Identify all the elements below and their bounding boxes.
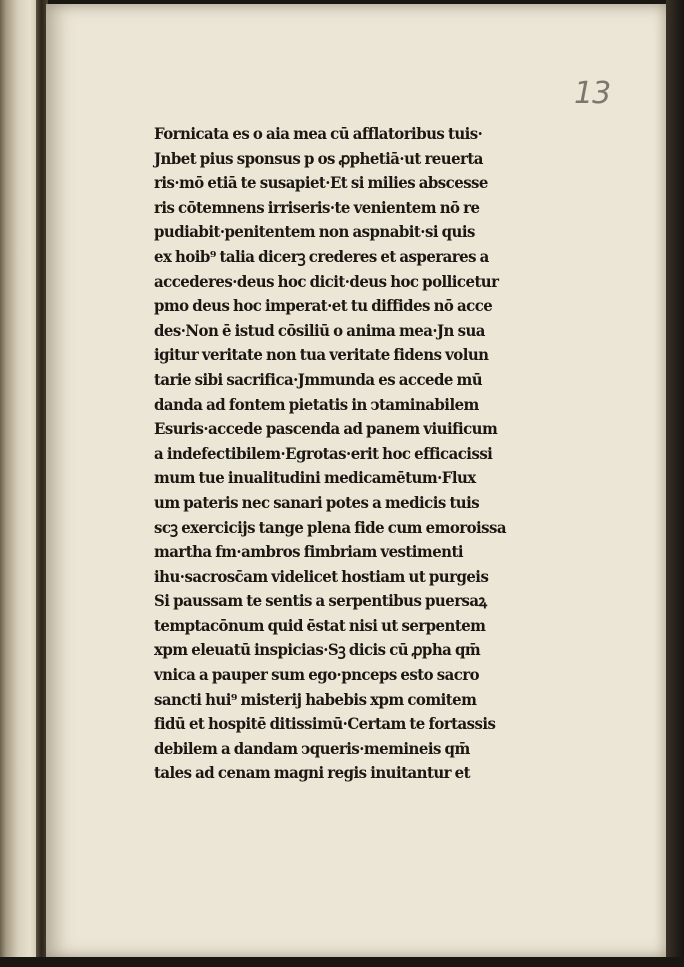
text-line: ris·mō etiā te susapiet·Et si milies abscesse [154, 174, 488, 193]
right-page-edge [666, 0, 684, 967]
text-line: scꝫ exercicijs tange plena fide cum emoroissa [154, 518, 507, 537]
text-line: um pateris nec sanari potes a medicis tuis [154, 493, 480, 512]
text-line: des·Non ē istud cōsiliū o anima mea·Jn sua [154, 321, 485, 340]
text-block [154, 122, 539, 786]
text-line: accederes·deus hoc dicit·deus hoc pollicetur [154, 272, 499, 291]
text-line: tarie sibi sacrifica·Jmmunda es accede mū [154, 370, 483, 389]
text-line: a indefectibilem·Egrotas·erit hoc efficacissi [154, 444, 493, 463]
text-line: pmo deus hoc imperat·et tu diffides nō acce [154, 297, 493, 316]
left-page-edge [0, 0, 40, 967]
text-line: pudiabit·penitentem non aspnabit·si quis [154, 223, 475, 242]
right-page [46, 4, 666, 958]
text-line: martha fm·ambros fimbriam vestimenti [154, 543, 463, 562]
bottom-edge [0, 957, 684, 967]
text-line: fidū et hospitē ditissimū·Certam te fortassis [154, 715, 496, 734]
text-line: Jnbet pius sponsus p os ꝓphetiā·ut reuerta [154, 149, 483, 168]
text-line: mum tue inualitudini medicamētum·Flux [154, 469, 476, 488]
text-line: sancti hui⁹ misterij habebis xpm comitem [154, 690, 477, 709]
text-line: igitur veritate non tua veritate fidens volun [154, 346, 489, 365]
text-line: debilem a dandam ↄqueris·memineis qm̄ [154, 739, 470, 758]
text-line: ex hoib⁹ talia dicerꝫ crederes et asperares a [154, 247, 489, 266]
text-line: Fornicata es o aia mea cū afflatoribus tuis· [154, 125, 483, 143]
text-line: temptacōnum quid ēstat nisi ut serpentem [154, 616, 486, 635]
text-line: danda ad fontem pietatis in ↄtaminabilem [154, 395, 479, 414]
text-line: Esuris·accede pascenda ad panem viuificum [154, 420, 498, 439]
text-line: Si paussam te sentis a serpentibus puersaꝝ [154, 592, 487, 611]
text-line: vnica a pauper sum ego·pnceps esto sacro [154, 666, 480, 685]
text-line: tales ad cenam magni regis inuitantur et [154, 764, 470, 783]
text-line: xpm eleuatū inspicias·Sꝫ dicis cū ꝓpha qm̄ [154, 641, 481, 660]
folio-number: 13 [574, 76, 611, 111]
text-line: ihu·sacrosc̄am videlicet hostiam ut purgeis [154, 567, 489, 586]
text-line: ris cōtemnens irriseris·te venientem nō re [154, 198, 480, 217]
